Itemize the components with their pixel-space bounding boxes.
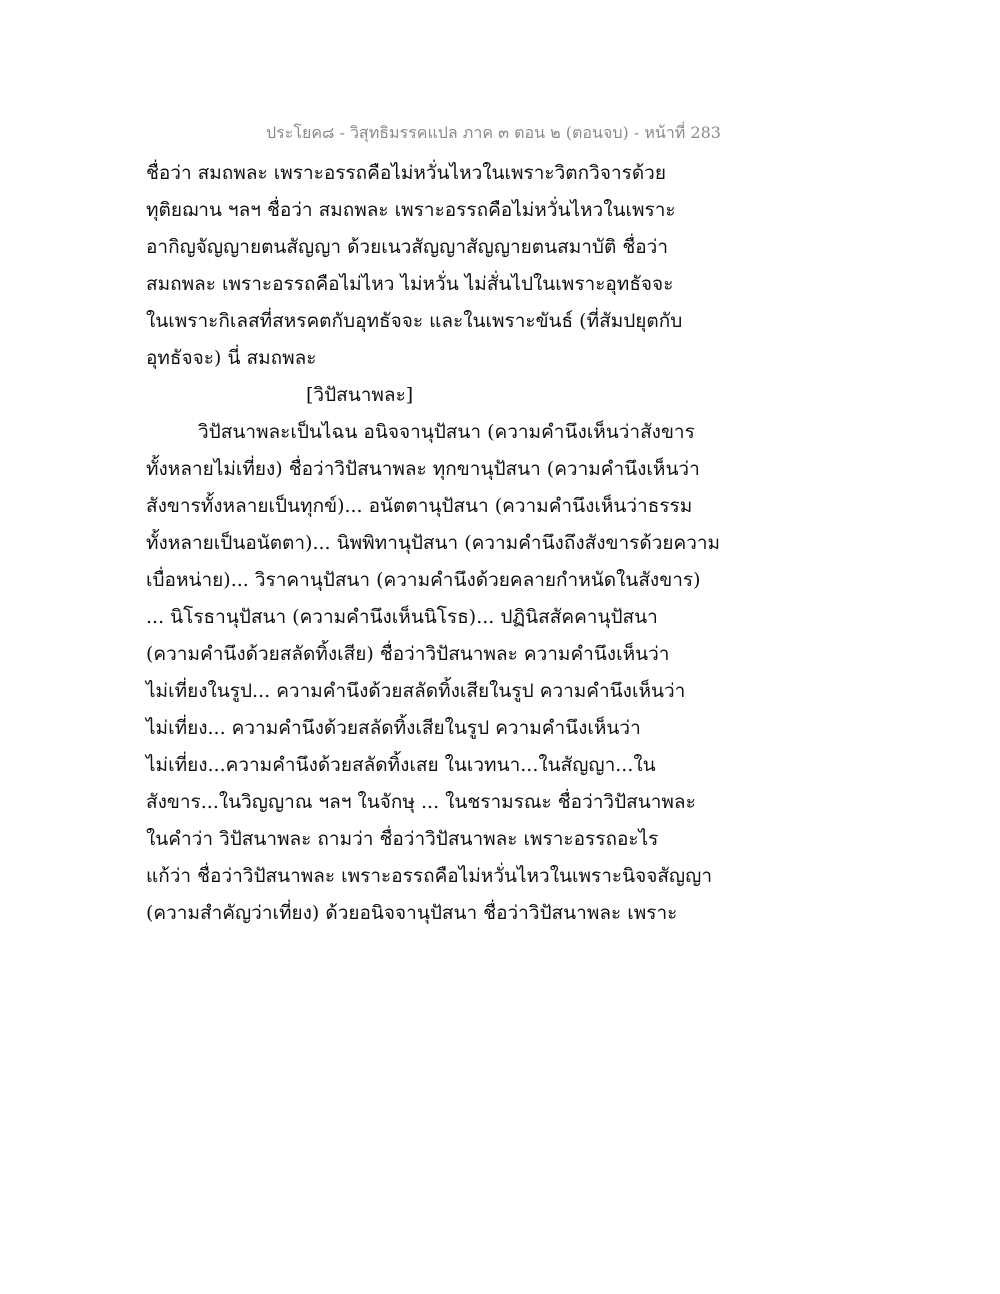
body-text [146,155,721,932]
text-line: ทั้งหลายเป็นอนัตตา)... นิพพิทานุปัสนา (ความคำนึงถึงสังขารด้วยความ [146,532,721,554]
text-line: ไม่เที่ยง... ความคำนึงด้วยสลัดทิ้งเสียในรูป ความคำนึงเห็นว่า [146,717,641,739]
text-line: (ความสำคัญว่าเที่ยง) ด้วยอนิจจานุปัสนา ชื่อว่าวิปัสนาพละ เพราะ [146,902,678,924]
text-line: ... นิโรธานุปัสนา (ความคำนึงเห็นนิโรธ)... ปฏินิสสัคคานุปัสนา [146,606,658,628]
text-line: ในคำว่า วิปัสนาพละ ถามว่า ชื่อว่าวิปัสนาพละ เพราะอรรถอะไร [146,828,659,850]
text-line: ในเพราะกิเลสที่สหรคตกับอุทธัจจะ และในเพราะขันธ์ (ที่สัมปยุตกับ [146,310,683,332]
section-heading: [วิปัสนาพละ] [306,384,414,406]
text-line: ทุติยฌาน ฯลฯ ชื่อว่า สมถพละ เพราะอรรถคือไม่หวั่นไหวในเพราะ [146,199,676,221]
running-header: ประโยค๘ - วิสุทธิมรรคแปล ภาค ๓ ตอน ๒ (ตอนจบ) - หน้าที่ 283 [266,123,721,142]
text-line: ไม่เที่ยง...ความคำนึงด้วยสลัดทิ้งเสย ในเวทนา...ในสัญญา...ใน [146,754,656,776]
paragraph-samatha-bala [146,155,706,377]
paragraph-vipassana-bala [146,414,721,932]
text-line: เบื่อหน่าย)... วิราคานุปัสนา (ความคำนึงด้วยคลายกำหนัดในสังขาร) [146,569,701,591]
text-line: อากิญจัญญายตนสัญญา ด้วยเนวสัญญาสัญญายตนสมาบัติ ชื่อว่า [146,236,669,258]
text-line: อุทธัจจะ) นี่ สมถพละ [146,347,317,369]
text-line: แก้ว่า ชื่อว่าวิปัสนาพละ เพราะอรรถคือไม่หวั่นไหวในเพราะนิจจสัญญา [146,865,712,887]
text-line: สมถพละ เพราะอรรถคือไม่ไหว ไม่หวั่น ไม่สั่นไปในเพราะอุทธัจจะ [146,273,674,295]
text-line: ไม่เที่ยงในรูป... ความคำนึงด้วยสลัดทิ้งเสียในรูป ความคำนึงเห็นว่า [146,680,686,702]
text-line: วิปัสนาพละเป็นไฉน อนิจจานุปัสนา (ความคำนึงเห็นว่าสังขาร [198,421,695,443]
text-line: สังขาร...ในวิญญาณ ฯลฯ ในจักษุ ... ในชรามรณะ ชื่อว่าวิปัสนาพละ [146,791,696,813]
text-line: ทั้งหลายไม่เที่ยง) ชื่อว่าวิปัสนาพละ ทุกขานุปัสนา (ความคำนึงเห็นว่า [146,458,700,480]
text-line: สังขารทั้งหลายเป็นทุกข์)... อนัตตานุปัสนา (ความคำนึงเห็นว่าธรรม [146,495,693,517]
text-line: (ความคำนึงด้วยสลัดทิ้งเสีย) ชื่อว่าวิปัสนาพละ ความคำนึงเห็นว่า [146,643,670,665]
text-line: ชื่อว่า สมถพละ เพราะอรรถคือไม่หวั่นไหวในเพราะวิตกวิจารด้วย [146,162,666,184]
